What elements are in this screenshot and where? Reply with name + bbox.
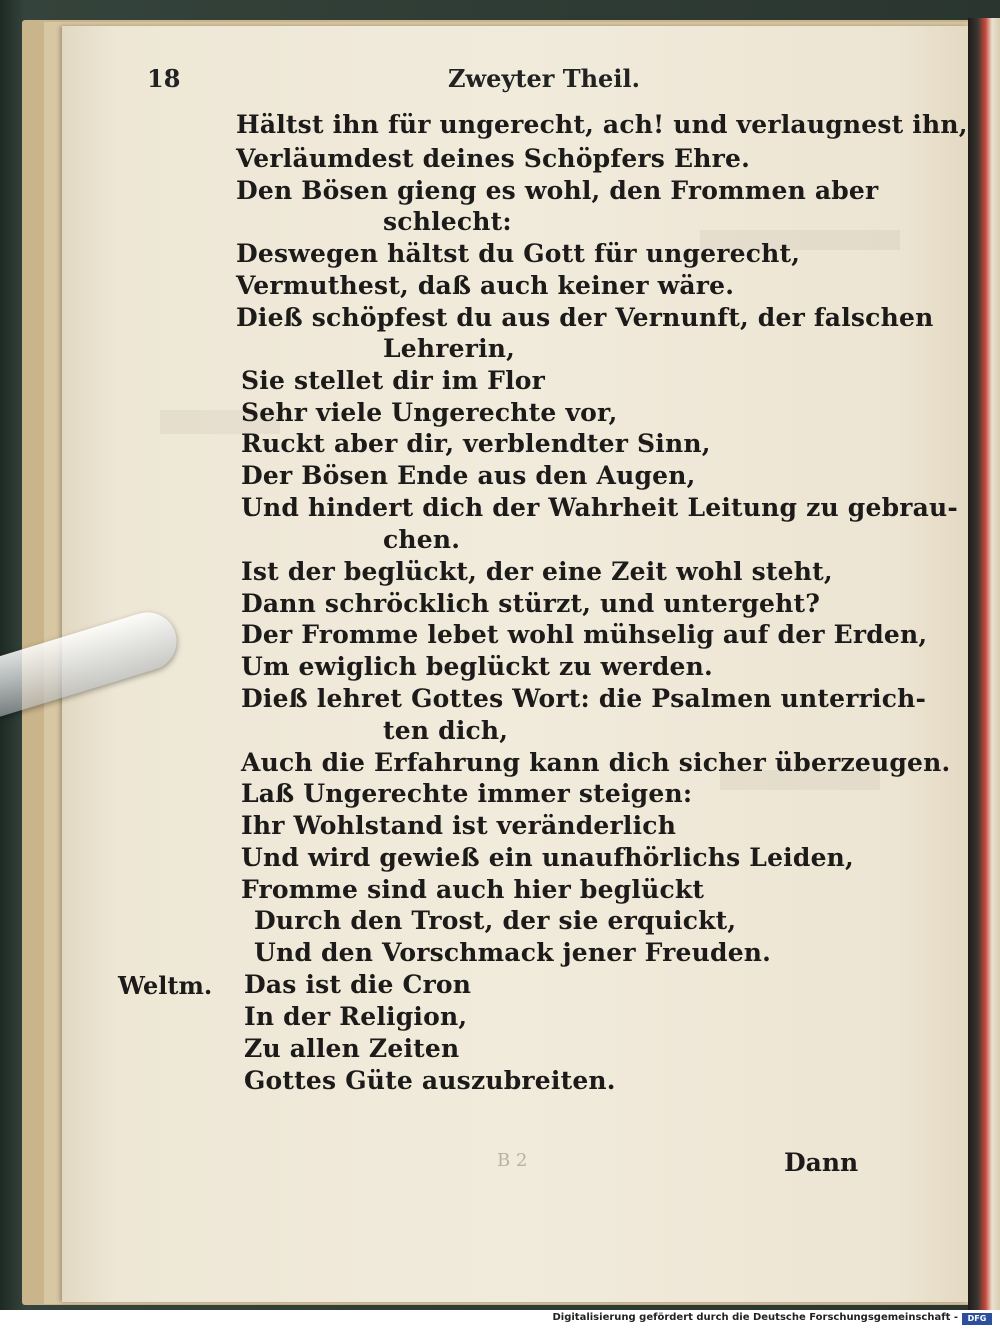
speaker-label: Weltm. [118, 971, 213, 1000]
text-line: In der Religion, [244, 1002, 468, 1031]
text-line: chen. [383, 525, 461, 554]
text-line: Vermuthest, daß auch keiner wäre. [236, 271, 735, 300]
footer-credit: Digitalisierung gefördert durch die Deutsche Forschungsgemeinschaft - [552, 1312, 958, 1323]
text-line: schlecht: [383, 207, 512, 236]
text-line: Und hindert dich der Wahrheit Leitung zu gebrau- [241, 493, 958, 522]
text-line: Ruckt aber dir, verblendter Sinn, [241, 429, 711, 458]
running-title: Zweyter Theil. [448, 64, 640, 93]
text-line: Dieß schöpfest du aus der Vernunft, der falschen [236, 303, 934, 332]
text-line: Das ist die Cron [244, 970, 472, 999]
text-line: Durch den Trost, der sie erquickt, [254, 906, 737, 935]
text-line: Ist der beglückt, der eine Zeit wohl steht, [241, 557, 833, 586]
catchword: Dann [784, 1148, 859, 1177]
text-line: Lehrerin, [383, 334, 516, 363]
text-line: Sie stellet dir im Flor [241, 366, 546, 395]
text-line: Gottes Güte auszubreiten. [244, 1066, 616, 1095]
next-page-edge [968, 18, 1000, 1310]
text-line: Und den Vorschmack jener Freuden. [254, 938, 772, 967]
text-line: Deswegen hältst du Gott für ungerecht, [236, 239, 801, 268]
dfg-logo-icon: DFG [962, 1313, 992, 1325]
text-line: Der Bösen Ende aus den Augen, [241, 461, 696, 490]
signature-mark: B 2 [497, 1150, 528, 1171]
text-line: Dann schröcklich stürzt, und untergeht? [241, 589, 821, 618]
text-line: Laß Ungerechte immer steigen: [241, 779, 693, 808]
page-number: 18 [147, 64, 181, 93]
text-line: Sehr viele Ungerechte vor, [241, 398, 618, 427]
text-line: Dieß lehret Gottes Wort: die Psalmen unterrich- [241, 684, 927, 713]
text-line: Und wird gewieß ein unaufhörlichs Leiden, [241, 843, 854, 872]
text-line: Der Fromme lebet wohl mühselig auf der Erden, [241, 620, 928, 649]
text-line: Zu allen Zeiten [244, 1034, 460, 1063]
text-line: Fromme sind auch hier beglückt [241, 875, 705, 904]
text-line: Auch die Erfahrung kann dich sicher überzeugen. [241, 748, 951, 777]
text-line: Den Bösen gieng es wohl, den Frommen aber [236, 176, 879, 205]
text-line: Hältst ihn für ungerecht, ach! und verlaugnest ihn, [236, 110, 968, 139]
text-line: Ihr Wohlstand ist veränderlich [241, 811, 677, 840]
text-line: Um ewiglich beglückt zu werden. [241, 652, 713, 681]
text-line: Verläumdest deines Schöpfers Ehre. [236, 144, 750, 173]
text-line: ten dich, [383, 716, 509, 745]
